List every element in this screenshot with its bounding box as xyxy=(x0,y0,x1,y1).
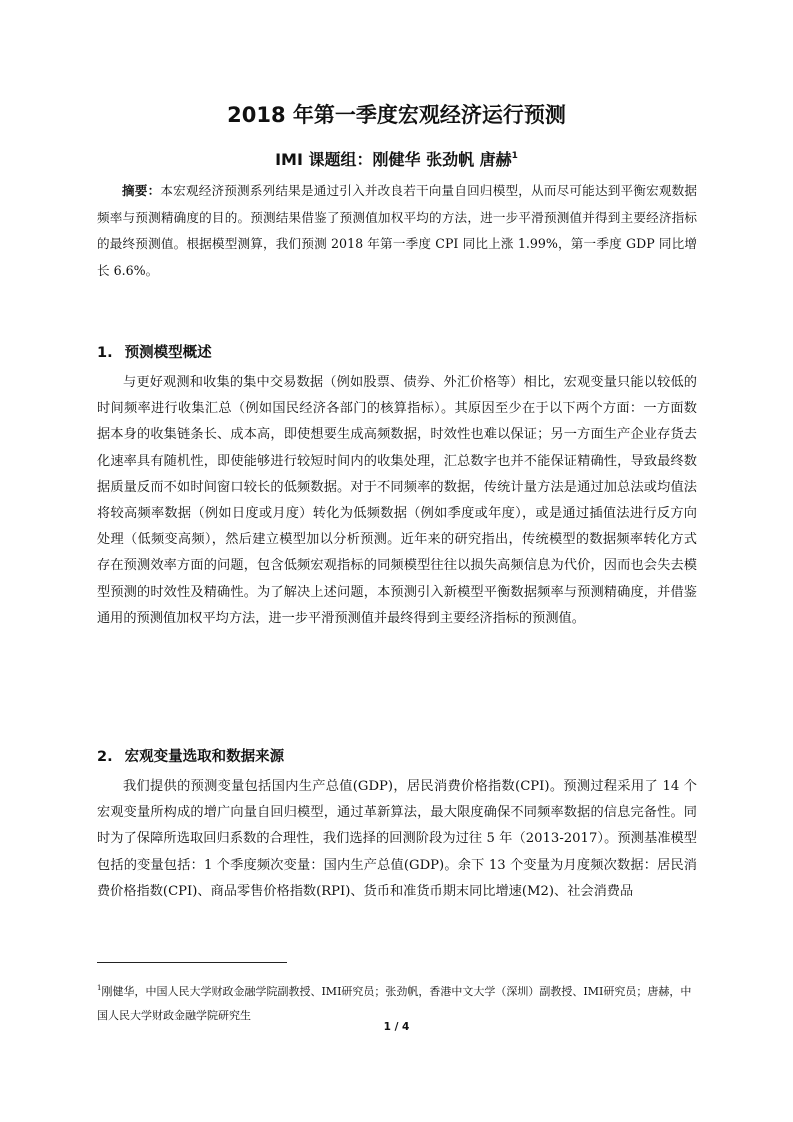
section-1-heading xyxy=(97,342,212,364)
section-2-number: 2. xyxy=(97,749,113,765)
author-names: IMI 课题组：刚健华 张劲帆 唐赫 xyxy=(275,150,512,169)
abstract-text: 本宏观经济预测系列结果是通过引入并改良若干向量自回归模型，从而尽可能达到平衡宏观数据频率与预测精确度的目的。预测结果借鉴了预测值加权平均的方法，进一步平滑预测值并得到主要经济指标的最终预测值。根据模型测算，我们预测 2018 年第一季度 CPI 同比上涨 1.99%，第一季度 GDP 同比增长 6.6%。 xyxy=(97,183,698,278)
footnote-mark: 1 xyxy=(97,984,102,992)
abstract-label: 摘要： xyxy=(122,183,161,198)
author-footnote-mark[interactable]: 1 xyxy=(511,151,518,161)
section-1-paragraph: 与更好观测和收集的集中交易数据（例如股票、债券、外汇价格等）相比，宏观变量只能以较低的时间频率进行收集汇总（例如国民经济各部门的核算指标）。其原因至少在于以下两个方面：一方面数据本身的收集链条长、成本高，即使想要生成高频数据，时效性也难以保证；另一方面生产企业存货去化速率具有随机性，即使能够进行较短时间内的收集处理，汇总数字也并不能保证精确性，导致最终数据质量反而不如时间窗口较长的低频数据。对于不同频率的数据，传统计量方法是通过加总法或均值法将较高频率数据（例如日度或月度）转化为低频数据（例如季度或年度），或是通过插值法进行反方向处理（低频变高频），然后建立模型加以分析预测。近年来的研究指出，传统模型的数据频率转化方式存在预测效率方面的问题，包含低频宏观指标的同频模型往往以损失高频信息为代价，因而也会失去模型预测的时效性及精确性。为了解决上述问题，本预测引入新模型平衡数据频率与预测精确度，并借鉴通用的预测值加权平均方法，进一步平滑预测值并最终得到主要经济指标的预测值。 xyxy=(97,375,697,626)
abstract xyxy=(97,178,697,284)
section-1-number: 1. xyxy=(97,345,113,361)
page-number: 1 / 4 xyxy=(383,1021,410,1033)
page-title: 2018 年第一季度宏观经济运行预测 xyxy=(227,103,566,127)
section-2-paragraph: 我们提供的预测变量包括国内生产总值(GDP)，居民消费价格指数(CPI)。预测过程采用了 14 个宏观变量所构成的增广向量自回归模型，通过革新算法，最大限度确保不同频率数据的信息完备性。同时为了保障所选取回归系数的合理性，我们选择的回测阶段为过往 5 年（2013-2017）。预测基准模型包括的变量包括：1 个季度频次变量：国内生产总值(GDP)。余下 13 个变量为月度频次数据：居民消费价格指数(CPI)、商品零售价格指数(RPI)、货币和准货币期末同比增速(M2)、社会消费品 xyxy=(97,779,697,899)
author-line xyxy=(0,143,793,173)
section-2-title: 宏观变量选取和数据来源 xyxy=(124,749,285,765)
footnote-divider xyxy=(97,962,287,963)
footnote-text: 刚健华，中国人民大学财政金融学院副教授、IMI研究员；张劲帆，香港中文大学（深圳）副教授、IMI研究员；唐赫，中国人民大学财政金融学院研究生 xyxy=(97,985,692,1022)
section-1-title: 预测模型概述 xyxy=(124,345,212,361)
section-2-heading xyxy=(97,746,284,768)
